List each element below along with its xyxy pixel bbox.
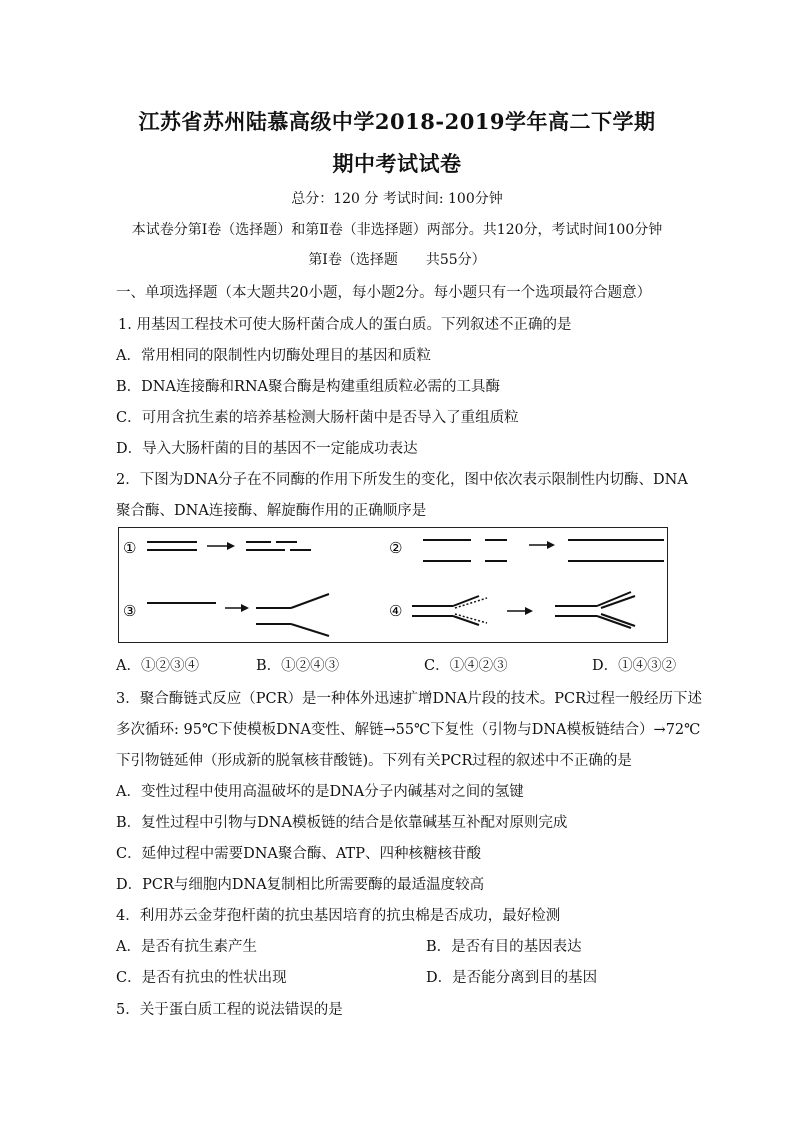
figure-label-1: ① [123,539,137,557]
dna-diagram [119,528,666,641]
exam-title-line1: 江苏省苏州陆慕高级中学2018-2019学年高二下学期 [138,109,656,134]
q1-stem: 1. 用基因工程技术可使大肠杆菌合成人的蛋白质。下列叙述不正确的是 [118,317,572,333]
q4-option-a: A．是否有抗生素产生 [116,939,257,955]
q3-stem-line1: 3．聚合酶链式反应（PCR）是一种体外迅速扩增DNA片段的技术。PCR过程一般经历下述 [116,691,703,707]
figure-label-3: ③ [123,602,137,620]
exam-intro: 本试卷分第Ⅰ卷（选择题）和第Ⅱ卷（非选择题）两部分。共120分，考试时间100分钟 [131,222,663,238]
q4-option-b: B．是否有目的基因表达 [426,939,582,955]
q1-option-a: A．常用相同的限制性内切酶处理目的基因和质粒 [116,348,431,364]
q3-option-b: B．复性过程中引物与DNA模板链的结合是依靠碱基互补配对原则完成 [116,815,568,831]
q1-option-d: D．导入大肠杆菌的目的基因不一定能成功表达 [116,441,418,457]
q2-option-d: D．①④③② [592,658,677,674]
q3-option-a: A．变性过程中使用高温破坏的是DNA分子内碱基对之间的氢键 [116,784,524,800]
q3-option-c: C．延伸过程中需要DNA聚合酶、ATP、四种核糖核苷酸 [116,846,481,862]
q2-option-c: C．①④②③ [424,658,508,674]
score-info: 总分：120 分 考试时间: 100分钟 [291,191,503,207]
q2-option-b: B．①②④③ [256,658,340,674]
q4-stem: 4．利用苏云金芽孢杆菌的抗虫基因培育的抗虫棉是否成功，最好检测 [116,908,561,924]
q2-stem-line1: 2．下图为DNA分子在不同酶的作用下所发生的变化，图中依次表示限制性内切酶、DNA [116,472,688,488]
q3-option-d: D．PCR与细胞内DNA复制相比所需要酶的最适温度较高 [116,877,485,893]
section-heading: 一、单项选择题（本大题共20小题，每小题2分。每小题只有一个选项最符合题意） [116,285,652,301]
diagram-4 [412,592,635,628]
diagram-1 [147,542,311,550]
q1-option-b: B．DNA连接酶和RNA聚合酶是构建重组质粒必需的工具酶 [116,379,501,395]
q3-stem-line3: 下引物链延伸（形成新的脱氧核苷酸链)。下列有关PCR过程的叙述中不正确的是 [116,753,632,769]
part-label: 第Ⅰ卷（选择题 共55分） [308,252,486,268]
figure-label-2: ② [389,539,403,557]
diagram-3 [147,594,329,636]
q4-option-c: C．是否有抗虫的性状出现 [116,970,287,986]
q5-stem: 5．关于蛋白质工程的说法错误的是 [116,1002,343,1018]
figure-label-4: ④ [389,602,403,620]
q2-option-a: A．①②③④ [116,658,199,674]
q1-option-c: C．可用含抗生素的培养基检测大肠杆菌中是否导入了重组质粒 [116,410,519,426]
q4-option-d: D．是否能分离到目的基因 [426,970,598,986]
diagram-2 [423,540,664,561]
q3-stem-line2: 多次循环: 95℃下使模板DNA变性、解链→55℃下复性（引物与DNA模板链结合）→72℃ [116,722,701,738]
q2-stem-line2: 聚合酶、DNA连接酶、解旋酶作用的正确顺序是 [116,503,427,519]
dna-enzyme-figure [118,527,668,643]
exam-title-line2: 期中考试试卷 [332,151,462,176]
